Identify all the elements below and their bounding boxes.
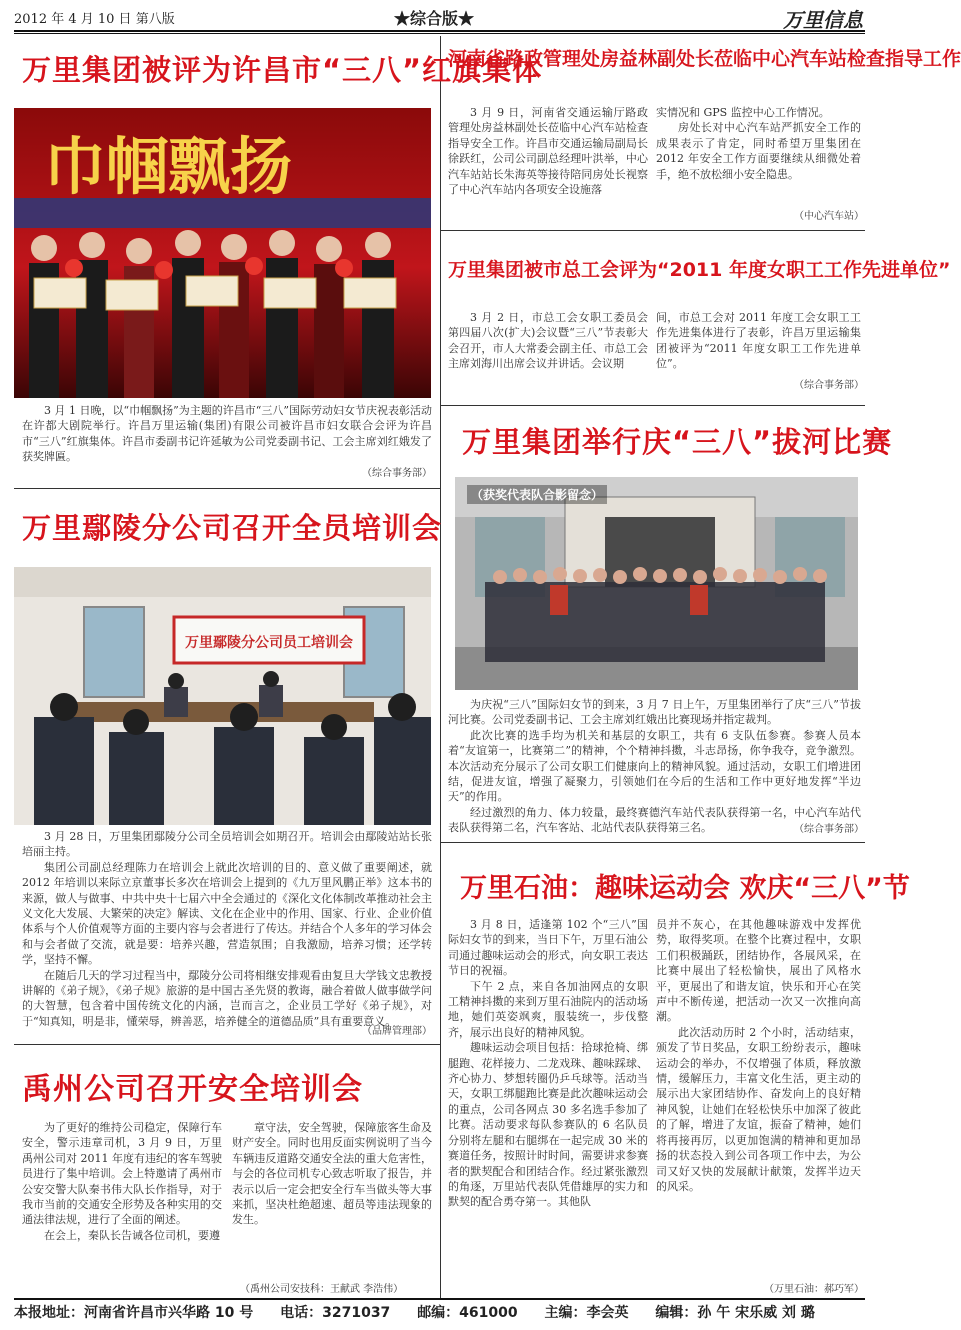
footer-address: 本报地址：河南省许昌市兴华路 10 号 <box>14 1305 254 1321</box>
column-divider <box>440 36 441 1298</box>
advanced-paragraph: 间，市总工会对 2011 年度工会女职工工作先进集体进行了表彰，许昌万里运输集团被评为“2011 年度女职工工作先进单位”。 <box>656 311 861 371</box>
redflag-body <box>22 403 432 465</box>
footer-rule <box>14 1298 865 1300</box>
henan-paragraph: 实情况和 GPS 监控中心工作情况。 <box>656 106 830 119</box>
petroleum-headline: 万里石油：趣味运动会 欢庆“三八”节 <box>460 873 910 904</box>
tugofwar-paragraph: 经过激烈的角力、体力较量，最终赛德汽车站代表队获得第一名，中心汽车站代表队获得第二名，汽车客站、北站代表队获得第三名。 <box>448 805 861 835</box>
masthead-rule-thin <box>14 33 865 34</box>
section-divider <box>14 488 440 489</box>
redflag-photo <box>14 108 431 398</box>
yanling-paragraph: 在随后几天的学习过程当中，鄢陵分公司将相继安排观看由复旦大学钱文忠教授讲解的《弟子规》，《弟子规》旅游的是中国古圣先贤的教诲，融合着做人做事做学问的大智慧，包含着中国传统文化的内涵，岂而言之，企业员工学好《弟子规》，对于“知真知，明是非，懂荣辱，辨善恶，培养健全的道德品质”具有重要意义。 <box>22 968 432 1028</box>
yuzhou-paragraph: 章守法，安全驾驶，保障旅客生命及财产安全。同时也用反面实例说明了当今车辆违反道路交通安全法的重大危害性，与会的各位司机专心致志听取了报告，并表示以后一定会把安全行车当做头等大事来抓，坚决杜绝超速、超员等违法现象的发生。 <box>232 1121 432 1227</box>
tugofwar-paragraph: 为庆祝“三八”国际妇女节的到来，3 月 7 日上午，万里集团举行了庆“三八”节拔河比赛。公司党委副书记、工会主席刘红娥出比赛现场并指定裁判。 <box>448 698 861 727</box>
henan-credit: （中心汽车站） <box>794 211 864 222</box>
tugofwar-body <box>448 697 861 836</box>
banner-text: 巾帼飘扬 <box>44 130 293 203</box>
advanced-headline: 万里集团被市总工会评为“2011 年度女职工工作先进单位” <box>448 259 951 281</box>
section-name: ★综合版★ <box>394 9 475 28</box>
redflag-headline: 万里集团被评为许昌市“三八”红旗集体 <box>22 53 543 87</box>
henan-paragraph: 3 月 9 日，河南省交通运输厅路政管理处房益林副处长莅临中心汽车站检查指导安全工作。许昌市交通运输局副局长徐跃红，公司公司副总经理叶洪举，中心汽车站站长朱海英等接待陪同房处长视察了中心汽车站内各项安全设施落 <box>448 106 648 197</box>
section-divider <box>441 405 865 406</box>
footer <box>14 1302 865 1326</box>
yuzhou-credit: （禹州公司安技科：王献武 李浩伟） <box>240 1284 404 1295</box>
yanling-paragraph: 3 月 28 日，万里集团鄢陵分公司全员培训会如期召开。培训会由鄢陵站站长张培丽主持。 <box>22 830 432 859</box>
yuzhou-body-right <box>232 1120 432 1280</box>
section-divider <box>441 230 865 231</box>
advanced-credit: （综合事务部） <box>794 380 864 391</box>
yuzhou-paragraph: 为了更好的维持公司稳定，保障行车安全，警示违章司机，3 月 9 日，万里禹州公司对 2011 年度有违纪的客车驾驶员进行了集中培训。会上特邀请了禹州市公安交警大队秦书伟大队长作指导，对于我市当前的交通安全形势及各种实用的交通法律法规，进行了全面的阐述。 <box>22 1121 222 1227</box>
masthead-rule <box>14 30 865 32</box>
footer-postcode: 邮编：461000 <box>417 1305 518 1321</box>
section-divider <box>14 1044 440 1045</box>
tugofwar-photo <box>455 477 858 690</box>
yuzhou-headline: 禹州公司召开安全培训会 <box>22 1072 363 1107</box>
redflag-paragraph: 3 月 1 日晚，以“巾帼飘扬”为主题的许昌市“三八”国际劳动妇女节庆祝表彰活动在许都大剧院举行。许昌万里运输(集团)有限公司被许昌市妇女联合会评为许昌市“三八”红旗集体。许昌市委副书记许延敏为公司党委副书记、工会主席刘红娥发了获奖牌匾。 <box>22 404 432 464</box>
date-edition: 2012 年 4 月 10 日 第八版 <box>14 12 175 27</box>
petroleum-paragraph: 3 月 8 日，适逢第 102 个“三八”国际妇女节的到来，当日下午，万里石油公司通过趣味运动会的形式，向女职工表达节日的祝福。 <box>448 918 648 978</box>
tugofwar-paragraph: 此次比赛的选手均为机关和基层的女职工，共有 6 支队伍参赛。参赛人员本着“友谊第一，比赛第二”的精神，个个精神抖擞，斗志昂扬，你争我夺，竞争激烈。本次活动充分展示了公司女职工们健康向上的精神风貌。通过活动，女职工们增进团结，促进友谊，增强了凝聚力，引领她们在今后的生活和工作中更好地发挥“半边天”的作用。 <box>448 728 861 804</box>
section-divider <box>441 842 865 843</box>
training-room-image <box>14 567 431 825</box>
awards-ceremony-image <box>14 108 431 398</box>
tugofwar-credit: （综合事务部） <box>794 824 864 835</box>
yanling-paragraph: 集团公司副总经理陈力在培训会上就此次培训的目的、意义做了重要阐述，就 2012 年培训以来际立京董事长多次在培训会上提到的《九万里风鹏正举》这本书的来源，做人与做事、中共中央十七届六中全会通过的《深化文化体制改革推动社会主义文化大发展、大繁荣的决定》解读、文化在企业中的作用、国家、行业、企业价值体系与个人价值观等方面的主要内容与会者进行了传达。并结合个人多年的学习体会和与会者做了交流，就是要：培养兴趣，营造氛围；自我激励，培养习惯；还学转学，坚持不懈。 <box>22 860 432 967</box>
petroleum-paragraph: 下午 2 点，来自各加油网点的女职工精神抖擞的来到万里石油院内的活动场地，她们英姿飒爽，服装统一，步伐整齐，展示出良好的精神风貌。 <box>448 979 648 1039</box>
masthead <box>14 4 865 30</box>
petroleum-body-right <box>656 917 861 1277</box>
training-banner-text: 万里鄢陵分公司员工培训会 <box>185 635 353 651</box>
henan-paragraph: 房处长对中心汽车站严抓安全工作的成果表示了肯定，同时希望万里集团在 2012 年安全工作方面要继续从细微处着手，绝不放松细小安全隐患。 <box>656 121 861 181</box>
yanling-headline: 万里鄢陵分公司召开全员培训会 <box>22 511 443 545</box>
petroleum-paragraph: 此次活动历时 2 个小时，活动结束，颁发了节日奖品，女职工纷纷表示，趣味运动会的举办，不仅增强了体质，释放激情，缓解压力，丰富文化生活，更主动的展示出大家团结协作、奋发向上的良好精神风貌，让她们在轻松快乐中加深了彼此的了解，增进了友谊，振奋了精神，她们将再接再厉，以更加饱满的精神和更加昂扬的状态投入到公司各项工作中去，为公司又好又快的发展献计献策，发挥半边天的风采。 <box>656 1025 861 1193</box>
henan-body-right <box>656 105 861 223</box>
petroleum-credit: （万里石油：郝巧军） <box>764 1284 864 1295</box>
advanced-paragraph: 3 月 2 日，市总工会女职工委员会第四届八次(扩大)会议暨“三八”节表彰大会召开，市人大常委会副主任、市总工会主席刘海川出席会议并讲话。会议期 <box>448 311 648 371</box>
footer-editors: 编辑：孙 午 宋乐威 刘 璐 <box>655 1305 815 1321</box>
yanling-body <box>22 829 432 1029</box>
group-photo-image <box>455 477 858 690</box>
footer-chief-editor: 主编：李会英 <box>544 1305 629 1321</box>
paper-name: 万里信息 <box>783 8 863 32</box>
advanced-body-left <box>448 310 648 390</box>
henan-body-left <box>448 105 648 223</box>
yanling-photo <box>14 567 431 825</box>
redflag-credit: （综合事务部） <box>362 468 432 479</box>
petroleum-body-left <box>448 917 648 1287</box>
petroleum-paragraph: 趣味运动会项目包括：拾球抢椅、绑腿跑、花样接力、二龙戏珠、趣味踩球、齐心协力、梦想转圈仍乒乓球等。活动当天，女职工绑腿跑比赛是此次趣味运动会的重点，公司各网点 30 多名选手参加了比赛。活动要求每队参赛队的 6 名队员分别将左腿和右腿绑在一起完成 30 米的赛道任务，按照计时时间，需要讲求参赛者的默契配合和团结合作。经过紧张激烈的角逐，万里站代表队凭借雄厚的实力和默契的配合勇夺第一。其他队 <box>448 1041 648 1209</box>
yanling-credit: （品牌管理部） <box>362 1026 432 1037</box>
yuzhou-body-left <box>22 1120 222 1300</box>
tugofwar-photo-caption: （获奖代表队合影留念） <box>467 485 607 504</box>
tugofwar-headline: 万里集团举行庆“三八”拔河比赛 <box>462 425 893 459</box>
yuzhou-paragraph: 在会上，秦队长告诫各位司机，要遵 <box>44 1228 220 1242</box>
footer-phone: 电话：3271037 <box>280 1305 391 1321</box>
henan-headline: 河南省路政管理处房益林副处长莅临中心汽车站检查指导工作 <box>448 48 961 70</box>
petroleum-paragraph: 员并不灰心，在其他趣味游戏中发挥优势，取得奖项。在整个比赛过程中，女职工们积极踊跃，团结协作，各展风采，在比赛中展出了轻松愉快，展出了风格水平，更展出了和谐友谊，快乐和开心在笑声中不断传递，把活动一次又一次推向高潮。 <box>656 918 861 1024</box>
